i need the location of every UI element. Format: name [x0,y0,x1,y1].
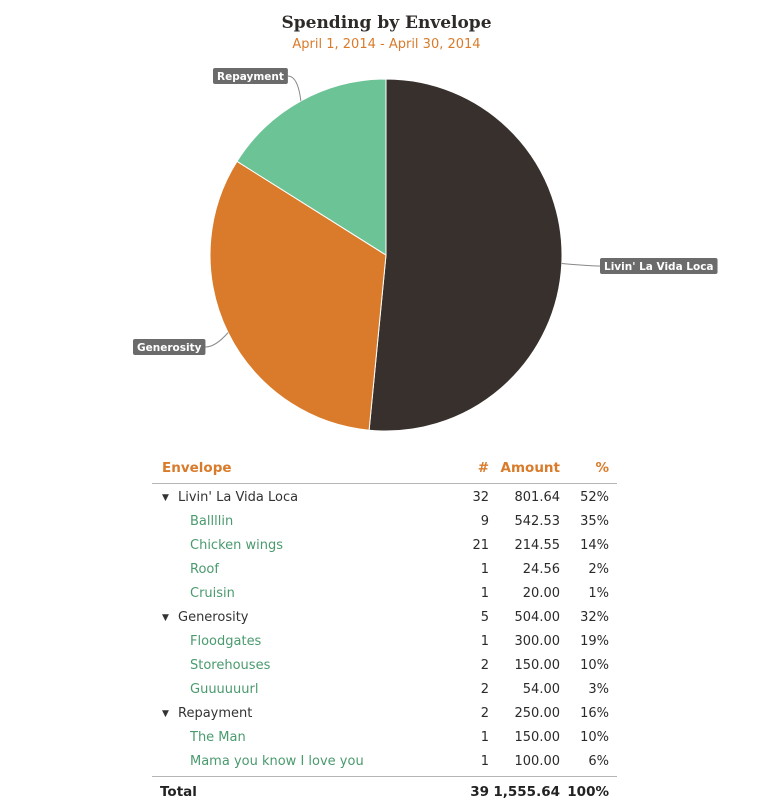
table-row [152,629,617,653]
row-pct: 32% [580,610,609,625]
row-amount: 504.00 [514,610,560,625]
row-count: 1 [480,730,489,745]
table-row [152,509,617,533]
row-count: 2 [480,682,489,697]
total-amount: 1,555.64 [493,784,560,800]
row-amount: 24.56 [522,562,560,577]
row-pct: 10% [580,730,609,745]
group-row[interactable] [152,605,617,629]
row-count: 2 [480,658,489,673]
label-connector [205,333,228,347]
row-amount: 54.00 [522,682,560,697]
table-row [152,677,617,701]
table-row [152,557,617,581]
row-pct: 19% [580,634,609,649]
total-count: 39 [470,784,489,800]
collapse-triangle-icon[interactable]: ▼ [162,613,169,623]
row-pct: 16% [580,706,609,721]
label-connector [288,76,301,101]
slice-label [133,339,205,355]
header-amount[interactable]: Amount [500,460,560,476]
row-name: Floodgates [190,634,262,649]
table-row [152,749,617,773]
row-count: 1 [480,754,489,769]
row-name: Roof [190,562,219,577]
svg-text:Livin' La Vida Loca: Livin' La Vida Loca [604,261,714,273]
svg-text:Generosity: Generosity [137,342,202,354]
slice-label [600,258,718,274]
row-pct: 3% [588,682,609,697]
header-count[interactable]: # [477,460,489,476]
row-name: Guuuuuurl [190,682,259,697]
table-row [152,653,617,677]
row-count: 1 [480,634,489,649]
row-amount: 801.64 [514,490,560,505]
row-amount: 214.55 [514,538,560,553]
row-pct: 10% [580,658,609,673]
row-count: 1 [480,586,489,601]
row-amount: 250.00 [514,706,560,721]
svg-text:Repayment: Repayment [217,71,284,83]
slice-label [213,68,288,84]
row-name: Livin' La Vida Loca [178,490,299,505]
row-pct: 6% [588,754,609,769]
total-label: Total [160,784,197,800]
group-row[interactable] [152,701,617,725]
group-row[interactable] [152,485,617,509]
row-pct: 1% [588,586,609,601]
row-pct: 52% [580,490,609,505]
row-amount: 20.00 [522,586,560,601]
row-pct: 2% [588,562,609,577]
row-name: Mama you know I love you [190,754,364,769]
label-connector [562,263,600,266]
collapse-triangle-icon[interactable]: ▼ [162,709,169,719]
table-row [152,581,617,605]
chart-title: Spending by Envelope [281,13,492,33]
row-name: Cruisin [190,586,235,601]
table-body [152,485,617,773]
row-name: Repayment [178,706,253,721]
collapse-triangle-icon[interactable]: ▼ [162,493,169,503]
table-header [152,452,617,484]
row-count: 32 [472,490,489,505]
row-amount: 150.00 [514,730,560,745]
row-count: 21 [472,538,489,553]
row-name: The Man [190,730,246,745]
row-count: 5 [480,610,489,625]
row-amount: 542.53 [514,514,560,529]
row-count: 1 [480,562,489,577]
row-amount: 300.00 [514,634,560,649]
envelope-table [152,452,617,807]
table-row [152,533,617,557]
row-amount: 100.00 [514,754,560,769]
row-amount: 150.00 [514,658,560,673]
header-pct[interactable]: % [595,460,609,476]
chart-subtitle: April 1, 2014 - April 30, 2014 [292,37,481,52]
row-count: 2 [480,706,489,721]
header-envelope[interactable]: Envelope [162,460,232,476]
row-name: Ballllin [190,514,234,529]
total-row [152,776,617,807]
table-row [152,725,617,749]
row-name: Storehouses [190,658,271,673]
total-pct: 100% [567,784,609,800]
row-name: Generosity [178,610,249,625]
row-pct: 14% [580,538,609,553]
row-name: Chicken wings [190,538,284,553]
row-count: 9 [480,514,489,529]
row-pct: 35% [580,514,609,529]
pie-slice[interactable] [369,79,562,431]
